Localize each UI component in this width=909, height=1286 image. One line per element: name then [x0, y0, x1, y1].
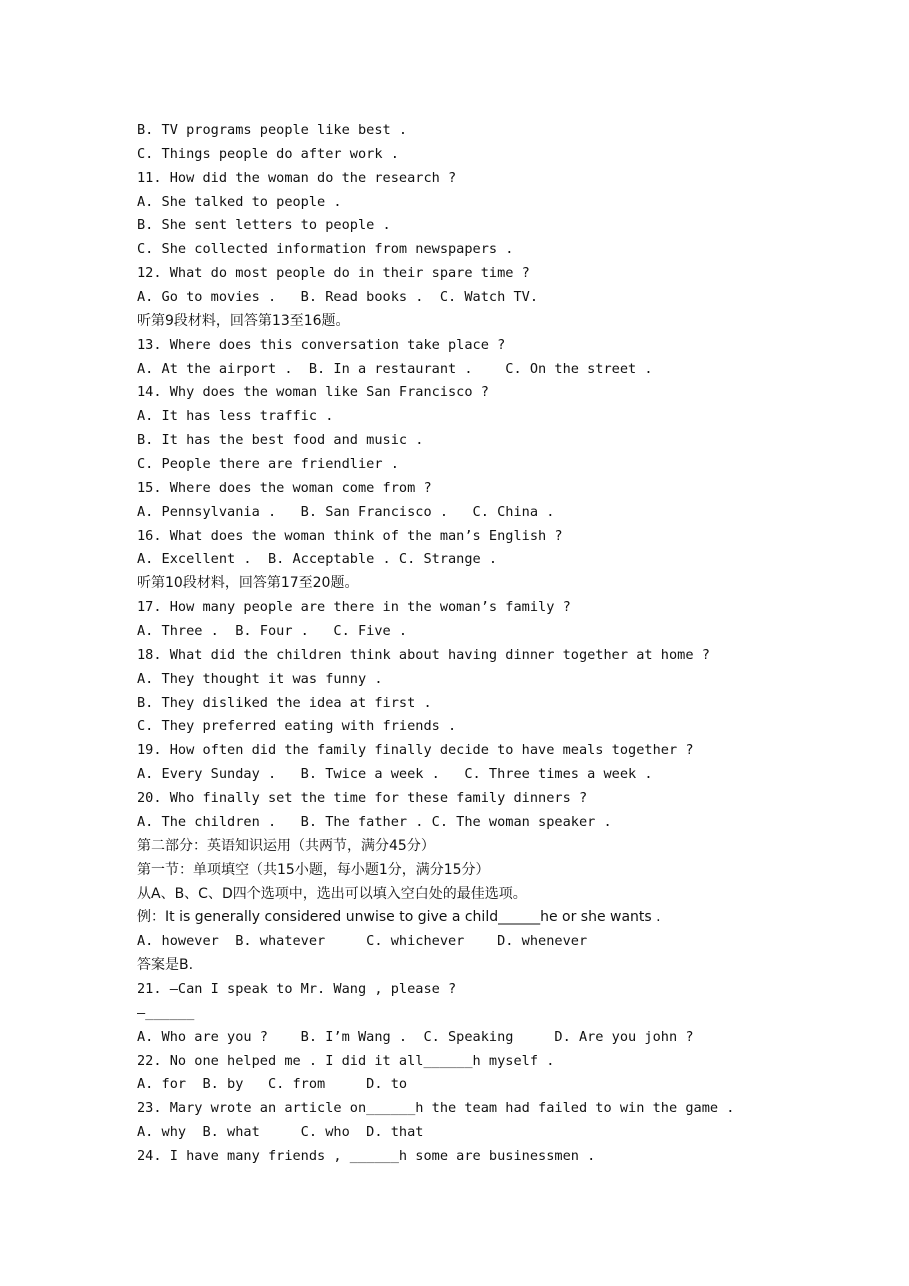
option-line: A. Pennsylvania . B. San Francisco . C. China . — [137, 503, 555, 520]
section-heading: 第一节：单项填空（共15小题，每小题1分，满分15分） — [137, 861, 490, 878]
option-line: C. They preferred eating with friends . — [137, 718, 457, 735]
question-line: 14. Why does the woman like San Francisco ? — [137, 384, 489, 401]
text-line: C. Things people do after work . — [137, 145, 399, 162]
option-line: A. Who are you ? B. I’m Wang . C. Speaking D. Are you john ? — [137, 1028, 694, 1045]
question-line: 18. What did the children think about having dinner together at home ? — [137, 646, 710, 663]
question-line: 20. Who finally set the time for these family dinners ? — [137, 790, 588, 807]
question-line: 22. No one helped me . I did it all______h myself . — [137, 1052, 555, 1069]
question-line: 13. Where does this conversation take place ? — [137, 336, 506, 353]
option-line: B. They disliked the idea at first . — [137, 694, 432, 711]
option-line: A. for B. by C. from D. to — [137, 1076, 408, 1093]
section-instruction: 从A、B、C、D四个选项中，选出可以填入空白处的最佳选项。 — [137, 885, 527, 902]
option-line: A. Go to movies . B. Read books . C. Watch TV. — [137, 289, 539, 306]
option-line: A. Excellent . B. Acceptable . C. Strange . — [137, 551, 498, 568]
section-instruction: 听第10段材料，回答第17至20题。 — [137, 575, 359, 592]
question-line: 12. What do most people do in their spare time ? — [137, 265, 530, 282]
document-body — [137, 119, 877, 1169]
option-line: A. Three . B. Four . C. Five . — [137, 623, 408, 640]
option-line: A. Every Sunday . B. Twice a week . C. Three times a week . — [137, 766, 653, 783]
answer-blank: —______ — [137, 1004, 195, 1021]
question-line: 24. I have many friends , ______h some are businessmen . — [137, 1147, 596, 1164]
option-line: A. why B. what C. who D. that — [137, 1124, 424, 1141]
question-line: 15. Where does the woman come from ? — [137, 479, 432, 496]
option-line: B. It has the best food and music . — [137, 432, 424, 449]
example-answer: 答案是B. — [137, 957, 194, 974]
option-line: A. The children . B. The father . C. The woman speaker . — [137, 813, 612, 830]
option-line: C. She collected information from newspapers . — [137, 241, 514, 258]
option-line: A. They thought it was funny . — [137, 670, 383, 687]
section-instruction: 听第9段材料，回答第13至16题。 — [137, 312, 350, 329]
question-line: 21. —Can I speak to Mr. Wang , please ? — [137, 980, 457, 997]
option-line: A. She talked to people . — [137, 193, 342, 210]
option-line: A. It has less traffic . — [137, 408, 334, 425]
question-line: 16. What does the woman think of the man’s English ? — [137, 527, 563, 544]
question-line: 17. How many people are there in the woman’s family ? — [137, 599, 571, 616]
text-line: B. TV programs people like best . — [137, 122, 408, 138]
option-line: A. At the airport . B. In a restaurant . C. On the street . — [137, 360, 653, 377]
part-heading: 第二部分：英语知识运用（共两节，满分45分） — [137, 837, 435, 854]
question-line: 23. Mary wrote an article on______h the team had failed to win the game . — [137, 1100, 735, 1117]
option-line: A. however B. whatever C. whichever D. whenever — [137, 933, 588, 950]
question-line: 11. How did the woman do the research ? — [137, 169, 457, 186]
example-line: 例：It is generally considered unwise to give a child______he or she wants . — [137, 909, 661, 926]
question-line: 19. How often did the family finally decide to have meals together ? — [137, 742, 694, 759]
option-line: B. She sent letters to people . — [137, 217, 391, 234]
option-line: C. People there are friendlier . — [137, 456, 399, 473]
